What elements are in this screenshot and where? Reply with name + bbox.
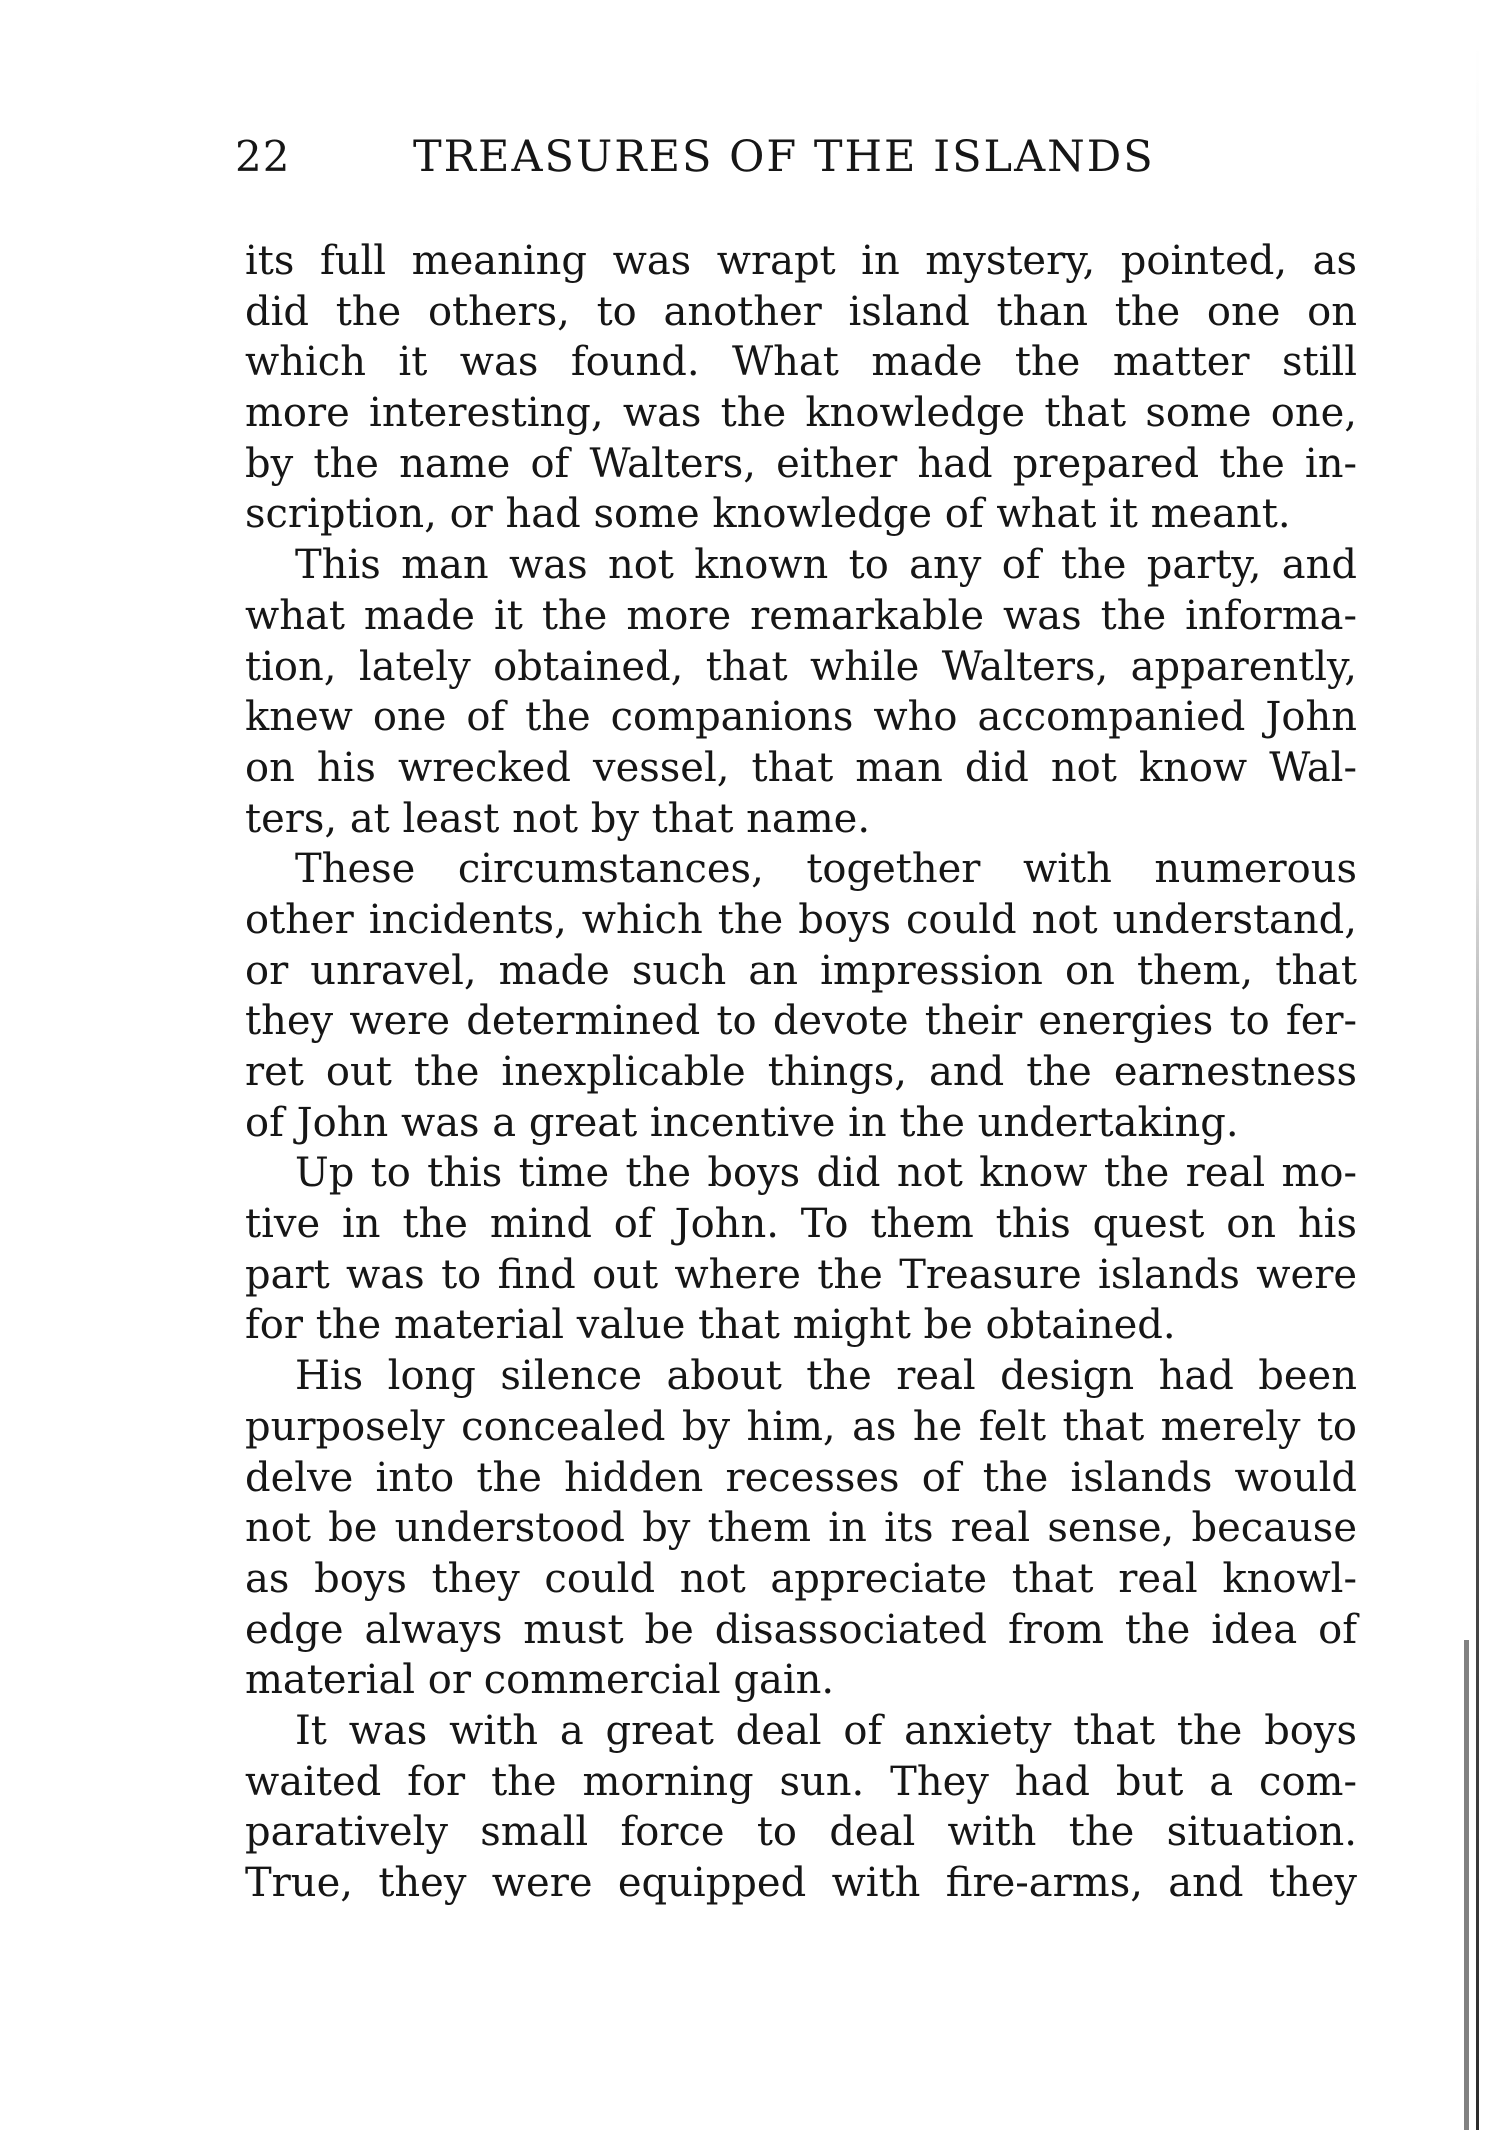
text-line: which it was found. What made the matter still <box>245 339 1357 386</box>
text-line: ters, at least not by that name. <box>245 795 871 842</box>
text-line: His long silence about the real design had been <box>295 1353 1357 1400</box>
text-line: edge always must be disassociated from the idea of <box>245 1606 1357 1653</box>
text-line: they were determined to devote their energies to fer- <box>245 998 1357 1045</box>
text-line: other incidents, which the boys could not understand, <box>245 896 1357 943</box>
text-line: more interesting, was the knowledge that some one, <box>245 390 1357 437</box>
running-title: TREASURES OF THE ISLANDS <box>413 132 1155 182</box>
text-line: purposely concealed by him, as he felt that merely to <box>245 1403 1357 1450</box>
text-line: tion, lately obtained, that while Walters, apparently, <box>245 643 1357 690</box>
text-line: tive in the mind of John. To them this quest on his <box>245 1201 1357 1248</box>
text-line: Up to this time the boys did not know the real mo- <box>295 1150 1357 1197</box>
text-line: material or commercial gain. <box>245 1657 835 1704</box>
text-line: This man was not known to any of the party, and <box>295 542 1357 589</box>
text-line: of John was a great incentive in the undertaking. <box>245 1099 1239 1146</box>
text-line: or unravel, made such an impression on them, that <box>245 947 1357 994</box>
text-line: did the others, to another island than the one on <box>245 288 1357 335</box>
text-line: ret out the inexplicable things, and the earnestness <box>245 1049 1357 1095</box>
text-line: These circumstances, together with numerous <box>295 846 1357 893</box>
page-edge-shadow <box>1476 40 1479 2130</box>
body-text <box>245 236 1357 1909</box>
page-number: 22 <box>235 132 291 181</box>
running-header <box>235 132 1375 192</box>
text-line: part was to find out where the Treasure islands were <box>245 1251 1357 1298</box>
text-line: what made it the more remarkable was the informa- <box>245 592 1357 639</box>
text-line: by the name of Walters, either had prepared the in- <box>245 440 1357 487</box>
text-line: delve into the hidden recesses of the islands would <box>245 1454 1357 1501</box>
text-line: on his wrecked vessel, that man did not know Wal- <box>245 744 1357 791</box>
text-line: its full meaning was wrapt in mystery, pointed, as <box>245 238 1357 284</box>
page-edge-shadow-inner <box>1464 1640 1469 2130</box>
text-line: paratively small force to deal with the situation. <box>245 1809 1357 1856</box>
text-line: scription, or had some knowledge of what it meant. <box>245 491 1291 538</box>
text-line: It was with a great deal of anxiety that the boys <box>295 1707 1357 1754</box>
text-line: True, they were equipped with fire-arms, and they <box>245 1860 1357 1906</box>
text-line: not be understood by them in its real sense, because <box>245 1505 1357 1552</box>
text-line: knew one of the companions who accompanied John <box>245 694 1357 741</box>
text-line: for the material value that might be obtained. <box>245 1302 1176 1349</box>
text-line: waited for the morning sun. They had but a com- <box>245 1758 1357 1805</box>
text-line: as boys they could not appreciate that real knowl- <box>245 1555 1357 1602</box>
